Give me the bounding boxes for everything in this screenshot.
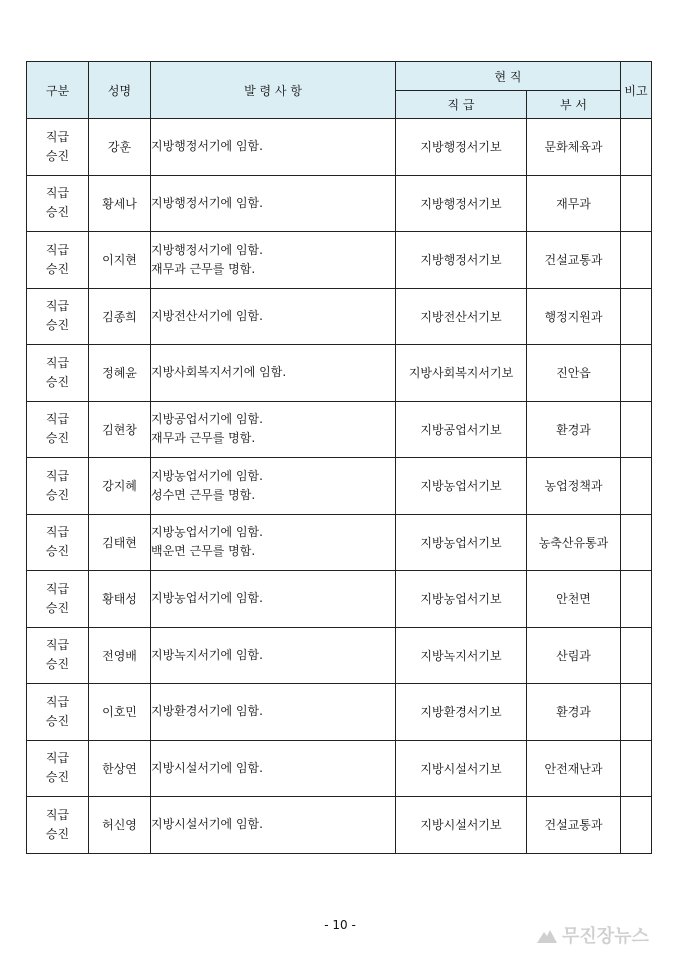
table-row — [27, 458, 652, 515]
name-cell: 한상연 — [89, 740, 151, 797]
order-cell — [151, 232, 396, 289]
department-cell: 건설교통과 — [527, 232, 621, 289]
header-current-position: 현 직 — [396, 62, 621, 91]
order-cell — [151, 571, 396, 628]
note-cell — [621, 627, 652, 684]
name-cell: 황세나 — [89, 175, 151, 232]
order-cell — [151, 401, 396, 458]
name-cell: 강지혜 — [89, 458, 151, 515]
note-cell — [621, 232, 652, 289]
category-cell — [27, 175, 89, 232]
table-row — [27, 740, 652, 797]
order-text: 지방행정서기에 임함. — [151, 139, 263, 154]
watermark — [536, 922, 649, 948]
order-text: 지방농업서기에 임함. — [151, 468, 263, 483]
name-cell: 이지현 — [89, 232, 151, 289]
order-text: 재무과 근무를 명함. — [151, 431, 256, 446]
rank-cell: 지방농업서기보 — [396, 514, 527, 571]
note-cell — [621, 175, 652, 232]
order-text: 성수면 근무를 명함. — [151, 487, 256, 502]
note-cell — [621, 288, 652, 345]
category-text: 직급 — [45, 242, 70, 257]
order-text: 지방시설서기에 임함. — [151, 760, 263, 775]
rank-cell: 지방농업서기보 — [396, 458, 527, 515]
department-cell: 환경과 — [527, 684, 621, 741]
department-cell: 산림과 — [527, 627, 621, 684]
table-row — [27, 345, 652, 402]
order-cell — [151, 345, 396, 402]
category-text: 승진 — [45, 318, 70, 333]
table-row — [27, 288, 652, 345]
header-category: 구분 — [27, 62, 89, 119]
note-cell — [621, 740, 652, 797]
category-text: 직급 — [45, 581, 70, 596]
rank-cell: 지방시설서기보 — [396, 797, 527, 854]
category-text: 직급 — [45, 468, 70, 483]
header-order: 발 령 사 항 — [151, 62, 396, 119]
mountain-logo-icon — [536, 926, 558, 944]
category-text: 직급 — [45, 694, 70, 709]
category-text: 직급 — [45, 129, 70, 144]
rank-cell: 지방환경서기보 — [396, 684, 527, 741]
rank-cell: 지방녹지서기보 — [396, 627, 527, 684]
rank-cell: 지방사회복지서기보 — [396, 345, 527, 402]
watermark-text: 무진장뉴스 — [562, 926, 649, 947]
name-cell: 전영배 — [89, 627, 151, 684]
category-text: 직급 — [45, 525, 70, 540]
category-cell — [27, 514, 89, 571]
category-text: 승진 — [45, 261, 70, 276]
category-cell — [27, 401, 89, 458]
order-cell — [151, 175, 396, 232]
note-cell — [621, 119, 652, 176]
category-cell — [27, 740, 89, 797]
department-cell: 안천면 — [527, 571, 621, 628]
order-text: 지방시설서기에 임함. — [151, 817, 263, 832]
table-row — [27, 627, 652, 684]
personnel-table — [26, 61, 652, 854]
header-rank: 직 급 — [396, 91, 527, 119]
department-cell: 안전재난과 — [527, 740, 621, 797]
note-cell — [621, 514, 652, 571]
order-text: 지방공업서기에 임함. — [151, 412, 263, 427]
rank-cell: 지방행정서기보 — [396, 175, 527, 232]
table-row — [27, 232, 652, 289]
order-cell — [151, 514, 396, 571]
category-text: 승진 — [45, 487, 70, 502]
category-text: 직급 — [45, 807, 70, 822]
order-text: 지방농업서기에 임함. — [151, 591, 263, 606]
name-cell: 김종희 — [89, 288, 151, 345]
category-text: 승진 — [45, 600, 70, 615]
page-number: - 10 - — [324, 918, 356, 932]
name-cell: 김현창 — [89, 401, 151, 458]
category-cell — [27, 232, 89, 289]
category-text: 직급 — [45, 355, 70, 370]
category-cell — [27, 684, 89, 741]
department-cell: 진안읍 — [527, 345, 621, 402]
note-cell — [621, 797, 652, 854]
category-cell — [27, 345, 89, 402]
table-row — [27, 401, 652, 458]
rank-cell: 지방전산서기보 — [396, 288, 527, 345]
order-text: 지방행정서기에 임함. — [151, 242, 263, 257]
department-cell: 행정지원과 — [527, 288, 621, 345]
category-text: 직급 — [45, 638, 70, 653]
name-cell: 허신영 — [89, 797, 151, 854]
category-cell — [27, 797, 89, 854]
rank-cell: 지방농업서기보 — [396, 571, 527, 628]
department-cell: 농업정책과 — [527, 458, 621, 515]
category-text: 직급 — [45, 412, 70, 427]
category-cell — [27, 458, 89, 515]
name-cell: 강훈 — [89, 119, 151, 176]
order-cell — [151, 627, 396, 684]
category-cell — [27, 627, 89, 684]
category-text: 직급 — [45, 751, 70, 766]
category-text: 승진 — [45, 148, 70, 163]
note-cell — [621, 684, 652, 741]
note-cell — [621, 571, 652, 628]
order-cell — [151, 740, 396, 797]
table-row — [27, 797, 652, 854]
table-row — [27, 571, 652, 628]
order-cell — [151, 288, 396, 345]
table-row — [27, 119, 652, 176]
order-text: 지방행정서기에 임함. — [151, 195, 263, 210]
note-cell — [621, 345, 652, 402]
order-text: 지방환경서기에 임함. — [151, 704, 263, 719]
order-cell — [151, 684, 396, 741]
category-cell — [27, 119, 89, 176]
department-cell: 농축산유통과 — [527, 514, 621, 571]
order-text: 지방녹지서기에 임함. — [151, 647, 263, 662]
order-cell — [151, 797, 396, 854]
category-cell — [27, 571, 89, 628]
note-cell — [621, 401, 652, 458]
category-text: 직급 — [45, 299, 70, 314]
order-text: 지방전산서기에 임함. — [151, 308, 263, 323]
name-cell: 정혜윤 — [89, 345, 151, 402]
rank-cell: 지방행정서기보 — [396, 232, 527, 289]
category-text: 승진 — [45, 544, 70, 559]
header-note: 비고 — [621, 62, 652, 119]
category-text: 직급 — [45, 186, 70, 201]
department-cell: 문화체육과 — [527, 119, 621, 176]
rank-cell: 지방행정서기보 — [396, 119, 527, 176]
category-text: 승진 — [45, 431, 70, 446]
rank-cell: 지방공업서기보 — [396, 401, 527, 458]
order-cell — [151, 458, 396, 515]
order-text: 재무과 근무를 명함. — [151, 261, 256, 276]
header-name: 성명 — [89, 62, 151, 119]
order-text: 지방농업서기에 임함. — [151, 525, 263, 540]
department-cell: 환경과 — [527, 401, 621, 458]
category-text: 승진 — [45, 770, 70, 785]
department-cell: 재무과 — [527, 175, 621, 232]
category-text: 승진 — [45, 374, 70, 389]
order-cell — [151, 119, 396, 176]
table-row — [27, 514, 652, 571]
header-department: 부 서 — [527, 91, 621, 119]
name-cell: 이호민 — [89, 684, 151, 741]
department-cell: 건설교통과 — [527, 797, 621, 854]
table-row — [27, 684, 652, 741]
category-text: 승진 — [45, 826, 70, 841]
name-cell: 황태성 — [89, 571, 151, 628]
table-row — [27, 175, 652, 232]
rank-cell: 지방시설서기보 — [396, 740, 527, 797]
note-cell — [621, 458, 652, 515]
order-text: 백운면 근무를 명함. — [151, 544, 256, 559]
order-text: 지방사회복지서기에 임함. — [151, 365, 287, 380]
name-cell: 김태현 — [89, 514, 151, 571]
category-text: 승진 — [45, 713, 70, 728]
category-text: 승진 — [45, 657, 70, 672]
category-cell — [27, 288, 89, 345]
category-text: 승진 — [45, 205, 70, 220]
